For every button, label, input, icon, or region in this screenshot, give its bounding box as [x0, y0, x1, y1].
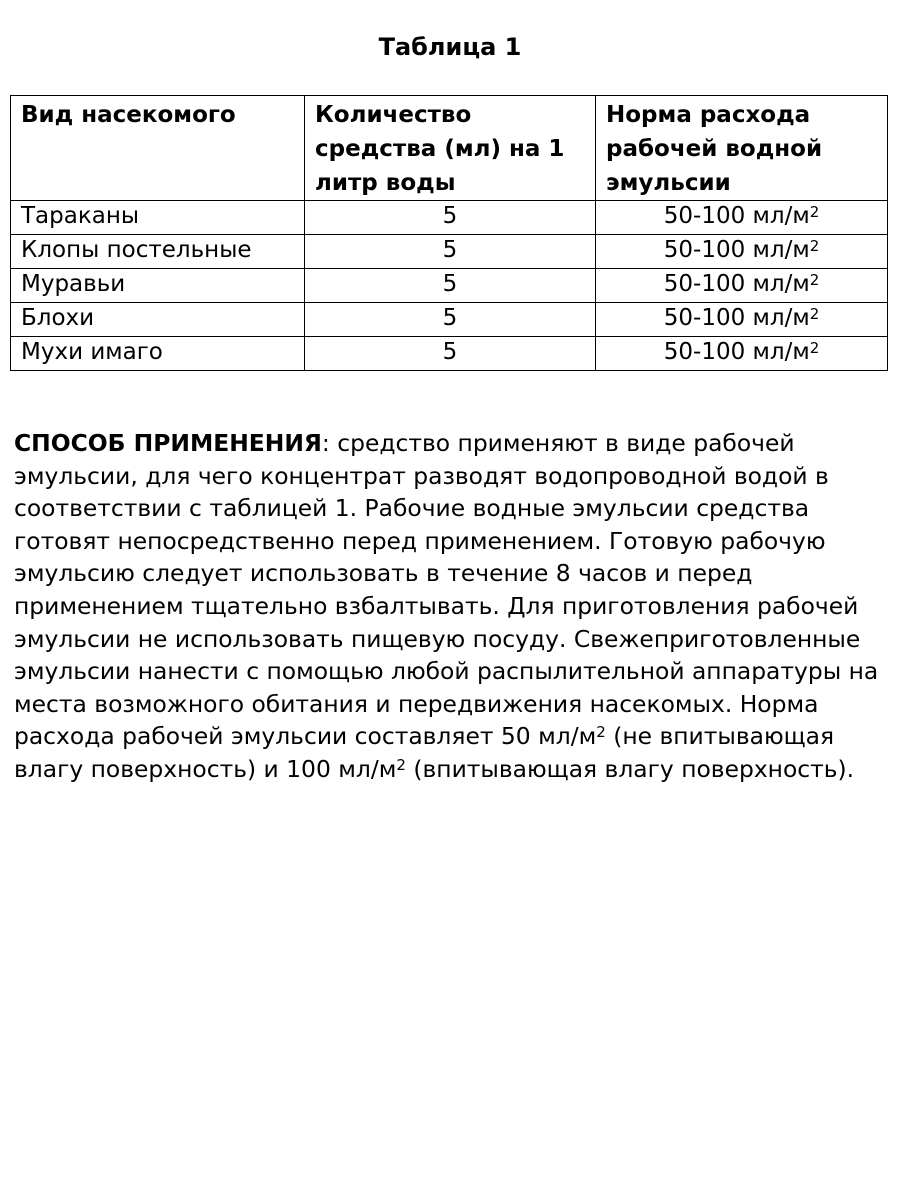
- amount-cell: 5: [305, 235, 596, 269]
- method-text-part-3: (впитывающая влагу поверхность).: [405, 754, 855, 783]
- rate-unit-superscript: 2: [809, 237, 820, 255]
- table-header-row: [11, 96, 888, 201]
- insect-cell: Блохи: [11, 303, 305, 337]
- dosage-table: [10, 95, 888, 371]
- method-heading: СПОСОБ ПРИМЕНЕНИЯ: [14, 429, 322, 457]
- amount-cell: 5: [305, 337, 596, 371]
- method-text-part-1: : средство применяют в виде рабочей эмульсии, для чего концентрат разводят водопроводной водой в соответствии с таблицей 1. Рабочие водные эмульсии средства готовят непосредственно перед применением. Готовую рабочую эмульсию следует использовать в течение 8 часов и перед применением тщательно взбалтывать. Для приготовления рабочей эмульсии не использовать пищевую посуду. Свежеприготовленные эмульсии нанести с помощью любой распылительной аппаратуры на места возможного обитания и передвижения насекомых. Норма расхода рабочей эмульсии составляет 50 мл/м: [14, 429, 879, 751]
- rate-unit-superscript: 2: [809, 271, 820, 289]
- header-consumption-rate: Норма расхода рабочей водной эмульсии: [596, 96, 888, 201]
- rate-cell: [596, 269, 888, 303]
- insect-cell: Тараканы: [11, 201, 305, 235]
- table-row: [11, 269, 888, 303]
- rate-value: 50-100 мл/м: [663, 305, 810, 331]
- rate-unit-superscript: 2: [809, 339, 820, 357]
- rate-unit-superscript: 2: [809, 203, 820, 221]
- rate-value: 50-100 мл/м: [663, 203, 810, 229]
- insect-cell: Муравьи: [11, 269, 305, 303]
- table-row: [11, 337, 888, 371]
- method-text-part-2: (не впитывающая влагу поверхность) и 100 мл/м: [14, 722, 835, 783]
- insect-cell: Мухи имаго: [11, 337, 305, 371]
- method-superscript-2: 2: [396, 755, 406, 774]
- rate-cell: [596, 303, 888, 337]
- rate-value: 50-100 мл/м: [663, 339, 810, 365]
- rate-cell: [596, 235, 888, 269]
- page-title: Таблица 1: [378, 33, 522, 61]
- amount-cell: 5: [305, 269, 596, 303]
- amount-cell: 5: [305, 201, 596, 235]
- rate-cell: [596, 201, 888, 235]
- rate-value: 50-100 мл/м: [663, 237, 810, 263]
- method-superscript-1: 2: [596, 723, 606, 742]
- table-row: [11, 201, 888, 235]
- insect-cell: Клопы постельные: [11, 235, 305, 269]
- application-method-paragraph: [14, 427, 894, 786]
- rate-value: 50-100 мл/м: [663, 271, 810, 297]
- amount-cell: 5: [305, 303, 596, 337]
- rate-unit-superscript: 2: [809, 305, 820, 323]
- table-row: [11, 303, 888, 337]
- rate-cell: [596, 337, 888, 371]
- header-insect-type: Вид насекомого: [11, 96, 305, 201]
- table-row: [11, 235, 888, 269]
- header-amount: Количество средства (мл) на 1 литр воды: [305, 96, 596, 201]
